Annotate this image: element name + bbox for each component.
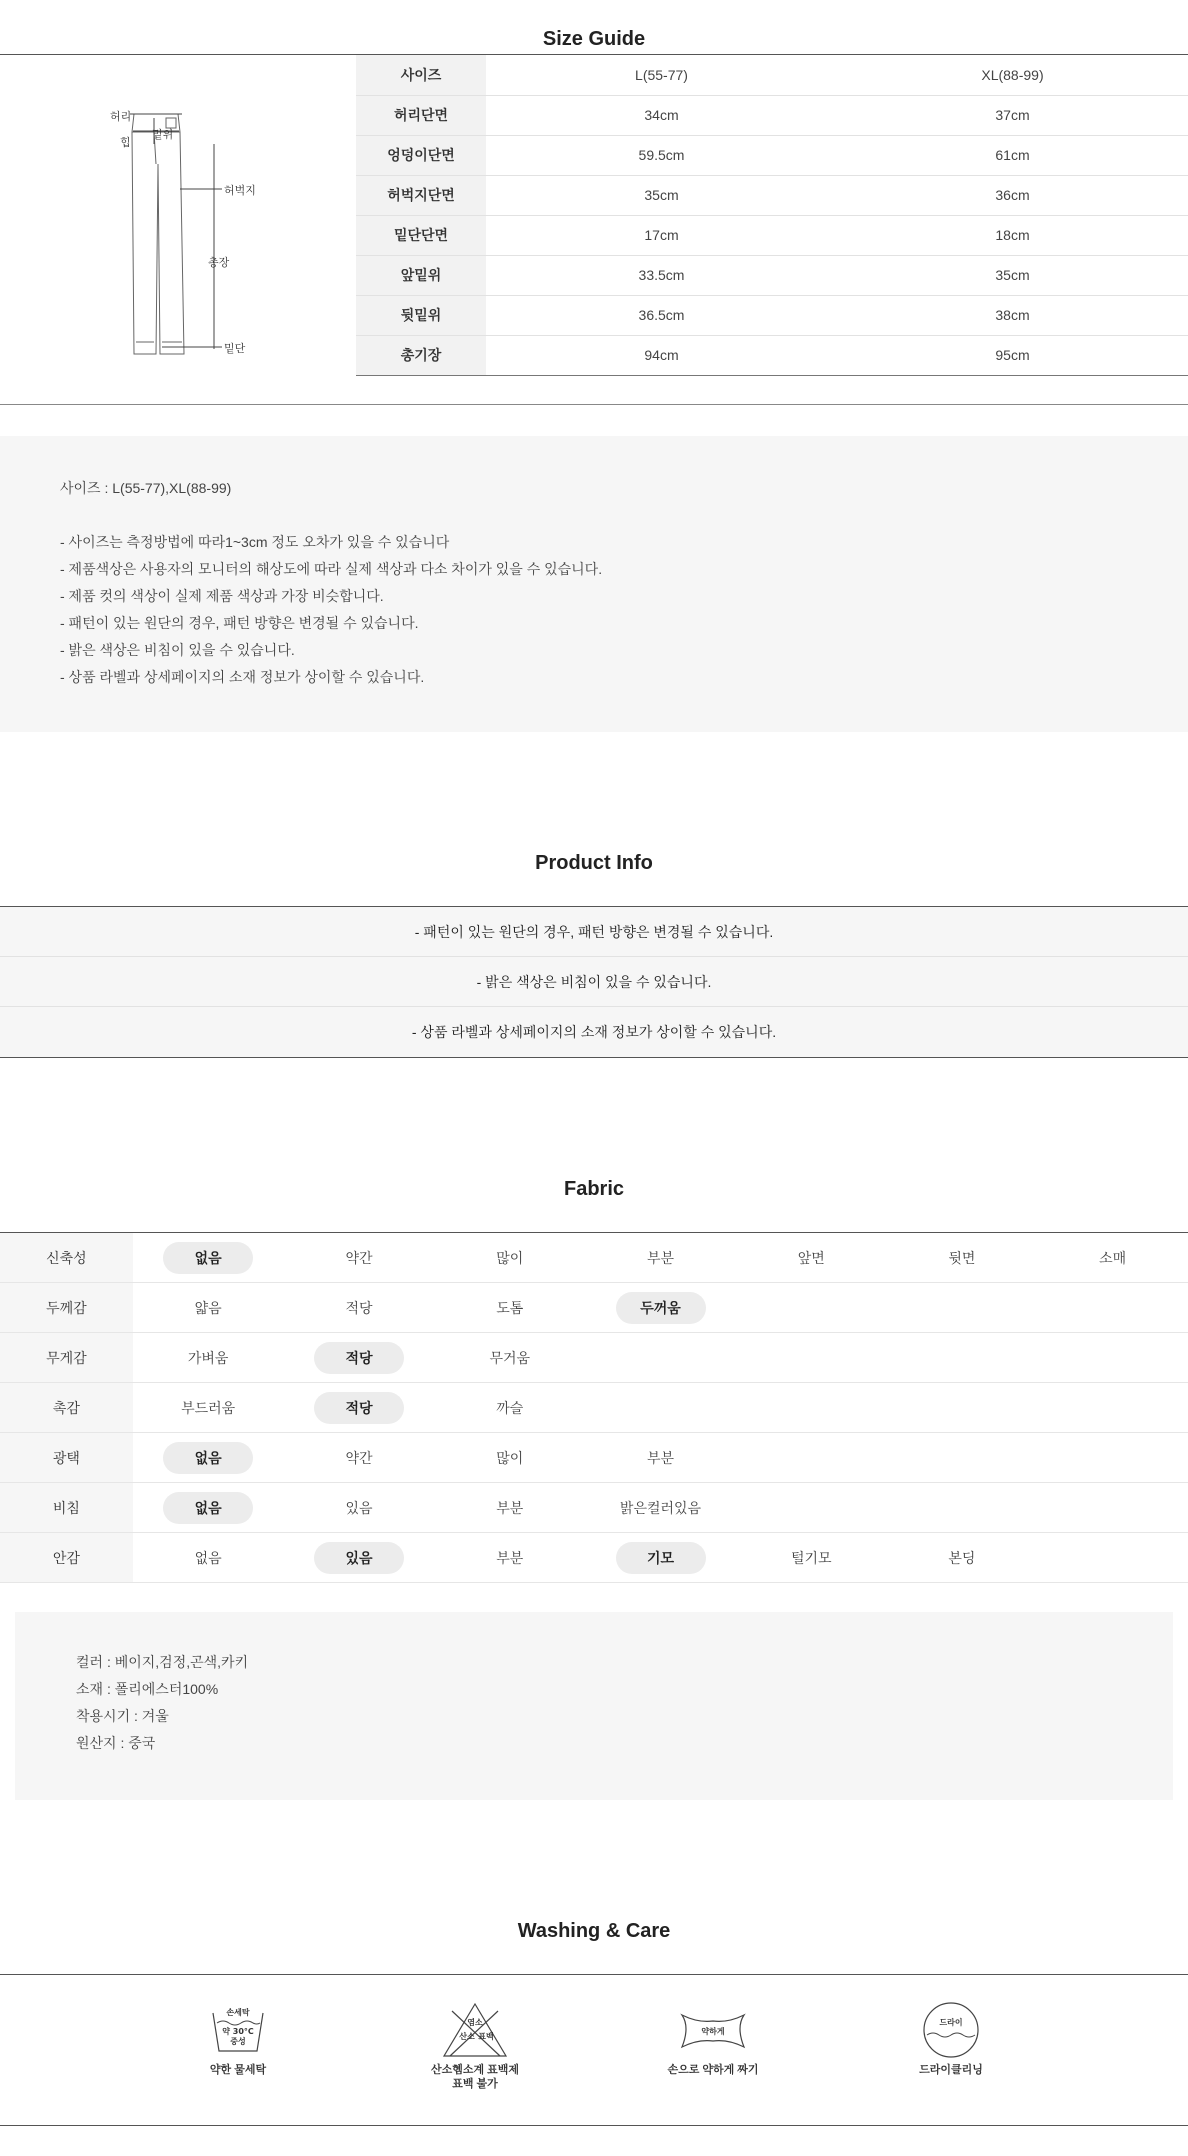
fabric-row	[0, 1483, 1188, 1533]
fabric-option: 많이	[496, 1249, 524, 1266]
size-guide-title: Size Guide	[542, 28, 646, 50]
fabric-option-cell	[887, 1533, 1038, 1583]
fabric-option-cell	[585, 1433, 736, 1483]
fabric-option-cell	[133, 1333, 284, 1383]
fabric-option-cell	[133, 1383, 284, 1433]
fabric-option-cell	[284, 1283, 435, 1333]
fabric-option-selected: 두꺼움	[616, 1292, 706, 1324]
fabric-option-cell	[585, 1233, 736, 1283]
care-item	[158, 2001, 318, 2077]
fabric-option-cell	[133, 1433, 284, 1483]
row-value-xl: 95cm	[837, 335, 1188, 375]
size-header-l: L(55-77)	[486, 55, 837, 95]
care-item	[633, 2001, 793, 2077]
fabric-option: 약간	[345, 1249, 373, 1266]
note-line: - 패턴이 있는 원단의 경우, 패턴 방향은 변경될 수 있습니다.	[60, 615, 419, 631]
fabric-option-selected: 없음	[163, 1242, 253, 1274]
fabric-option-selected: 없음	[163, 1442, 253, 1474]
care-label: 표백 불가	[452, 2078, 498, 2090]
fabric-row	[0, 1383, 1188, 1433]
care-label: 약한 물세탁	[209, 2064, 267, 2076]
fabric-option-cell	[1037, 1233, 1188, 1283]
fabric-option: 본딩	[948, 1549, 976, 1566]
fabric-row	[0, 1433, 1188, 1483]
care-item	[871, 2001, 1031, 2077]
row-label: 엉덩이단면	[356, 135, 486, 175]
table-row	[356, 295, 1188, 335]
fabric-option-cell	[585, 1333, 736, 1383]
size-notes-panel	[0, 436, 1188, 732]
row-label: 허벅지단면	[356, 175, 486, 215]
note-line: - 상품 라벨과 상세페이지의 소재 정보가 상이할 수 있습니다.	[60, 669, 425, 685]
fabric-option-cell	[736, 1483, 887, 1533]
fabric-row	[0, 1333, 1188, 1383]
fabric-option: 부분	[496, 1499, 524, 1516]
fabric-option: 없음	[194, 1549, 222, 1566]
fabric-option-cell	[585, 1283, 736, 1333]
washing-care-section	[0, 1974, 1188, 2126]
row-value-l: 94cm	[486, 335, 837, 375]
row-value-l: 33.5cm	[486, 255, 837, 295]
fabric-option-cell	[585, 1533, 736, 1583]
fabric-option: 앞면	[797, 1249, 825, 1266]
gentle-wring-icon	[678, 2001, 748, 2059]
fabric-option: 부분	[646, 1449, 675, 1466]
origin-info: 원산지 : 중국	[76, 1735, 156, 1751]
fabric-option-cell	[434, 1333, 585, 1383]
fabric-option-cell	[133, 1283, 284, 1333]
table-row	[356, 175, 1188, 215]
fabric-option: 소매	[1099, 1249, 1127, 1266]
size-header-label: 사이즈	[356, 55, 486, 95]
length-label: 총장	[208, 257, 230, 269]
fabric-option-cell	[585, 1383, 736, 1433]
fabric-option-cell	[284, 1533, 435, 1583]
fabric-option-cell	[284, 1483, 435, 1533]
fabric-option-cell	[284, 1383, 435, 1433]
fabric-row	[0, 1233, 1188, 1283]
fabric-option: 가벼움	[187, 1349, 229, 1366]
fabric-option-selected: 있음	[314, 1542, 404, 1574]
icon-text: 손세탁	[226, 2008, 250, 2017]
hem-label: 밑단	[224, 343, 246, 355]
fabric-row-label: 무게감	[0, 1333, 133, 1383]
fabric-option: 뒷면	[948, 1249, 976, 1266]
fabric-row-label: 안감	[0, 1533, 133, 1583]
pants-illustration	[106, 104, 276, 364]
care-label: 드라이클리닝	[919, 2064, 983, 2076]
fabric-option: 까슬	[496, 1399, 524, 1416]
fabric-option-cell	[736, 1433, 887, 1483]
fabric-option-cell	[1037, 1533, 1188, 1583]
fabric-option-cell	[887, 1433, 1038, 1483]
row-label: 밑단단면	[356, 215, 486, 255]
row-value-xl: 37cm	[837, 95, 1188, 135]
row-label: 앞밑위	[356, 255, 486, 295]
fabric-row-label: 신축성	[0, 1233, 133, 1283]
pants-diagram	[106, 104, 276, 364]
row-value-l: 34cm	[486, 95, 837, 135]
table-row	[356, 95, 1188, 135]
fabric-option: 부분	[496, 1549, 524, 1566]
fabric-option: 무거움	[489, 1349, 531, 1366]
fabric-option: 적당	[345, 1299, 373, 1316]
fabric-row	[0, 1283, 1188, 1333]
fabric-option-cell	[1037, 1433, 1188, 1483]
fabric-row-label: 비침	[0, 1483, 133, 1533]
icon-text: 염소	[467, 2018, 483, 2027]
fabric-option-cell	[887, 1333, 1038, 1383]
fabric-option: 많이	[496, 1449, 524, 1466]
row-value-xl: 36cm	[837, 175, 1188, 215]
dry-clean-icon	[916, 2001, 986, 2059]
material-info: 소재 : 폴리에스터100%	[76, 1681, 219, 1697]
color-info: 컬러 : 베이지,검정,곤색,카키	[76, 1654, 249, 1670]
waist-label: 허리	[110, 111, 132, 123]
thigh-label: 허벅지	[224, 185, 256, 197]
no-bleach-icon	[440, 2001, 510, 2059]
list-item: - 패턴이 있는 원단의 경우, 패턴 방향은 변경될 수 있습니다.	[0, 907, 1188, 957]
fabric-option-cell	[887, 1483, 1038, 1533]
fabric-option: 약간	[345, 1449, 373, 1466]
fabric-table	[0, 1232, 1188, 1583]
care-label: 산소혬소계 표백제	[430, 2064, 520, 2076]
fabric-option-cell	[1037, 1483, 1188, 1533]
fabric-option: 얇음	[194, 1299, 222, 1316]
fabric-title: Fabric	[563, 1178, 625, 1200]
fabric-option: 털기모	[790, 1549, 832, 1566]
row-label: 뒷밑위	[356, 295, 486, 335]
icon-text: 드라이	[939, 2018, 963, 2027]
fabric-row-label: 광택	[0, 1433, 133, 1483]
fabric-option-cell	[434, 1433, 585, 1483]
fabric-row-label: 두께감	[0, 1283, 133, 1333]
hand-wash-icon	[203, 2001, 273, 2059]
fabric-option-selected: 적당	[314, 1392, 404, 1424]
fabric-option: 부드러움	[181, 1399, 236, 1416]
fabric-option: 부분	[646, 1249, 675, 1266]
fabric-row	[0, 1533, 1188, 1583]
fabric-option: 밝은컬러있음	[619, 1499, 702, 1516]
note-line: - 제품 컷의 색상이 실제 제품 색상과 가장 비슷합니다.	[60, 588, 384, 604]
note-line: - 사이즈는 측정방법에 따라1~3cm 정도 오차가 있을 수 있습니다	[60, 534, 450, 550]
icon-text: 산소	[459, 2032, 475, 2041]
spacer	[60, 505, 1128, 532]
row-value-l: 36.5cm	[486, 295, 837, 335]
list-item: - 상품 라벨과 상세페이지의 소재 정보가 상이할 수 있습니다.	[0, 1007, 1188, 1057]
fabric-option-cell	[434, 1533, 585, 1583]
fabric-option-cell	[887, 1283, 1038, 1333]
fabric-option-selected: 없음	[163, 1492, 253, 1524]
note-line: - 제품색상은 사용자의 모니터의 해상도에 따라 실제 색상과 다소 차이가 있을 수 있습니다.	[60, 561, 603, 577]
fabric-option-cell	[434, 1383, 585, 1433]
row-label: 총기장	[356, 335, 486, 375]
row-value-xl: 38cm	[837, 295, 1188, 335]
fabric-option-cell	[887, 1383, 1038, 1433]
fabric-option-selected: 적당	[314, 1342, 404, 1374]
size-summary: 사이즈 : L(55-77),XL(88-99)	[60, 480, 232, 496]
hip-label: 힙	[120, 137, 131, 149]
divider	[0, 404, 1188, 405]
fabric-row-label: 촉감	[0, 1383, 133, 1433]
product-details-panel	[15, 1612, 1173, 1800]
fabric-option-cell	[1037, 1383, 1188, 1433]
row-label: 허리단면	[356, 95, 486, 135]
fabric-option-cell	[133, 1233, 284, 1283]
icon-text: 약 30°C	[222, 2027, 254, 2036]
row-value-l: 59.5cm	[486, 135, 837, 175]
fabric-option-cell	[434, 1283, 585, 1333]
fabric-option-cell	[585, 1483, 736, 1533]
fabric-option-cell	[1037, 1283, 1188, 1333]
fabric-option: 있음	[345, 1499, 373, 1516]
fabric-option-cell	[434, 1233, 585, 1283]
icon-text: 표백	[478, 2032, 494, 2041]
size-table-header	[356, 55, 1188, 95]
product-info-title: Product Info	[535, 852, 653, 874]
rise-label: 밑위	[152, 129, 174, 141]
fabric-option-cell	[133, 1483, 284, 1533]
fabric-option-cell	[887, 1233, 1038, 1283]
care-item	[395, 2001, 555, 2091]
fabric-option-cell	[736, 1533, 887, 1583]
season-info: 착용시기 : 겨울	[76, 1708, 169, 1724]
fabric-option-cell	[133, 1533, 284, 1583]
fabric-option-selected: 기모	[616, 1542, 706, 1574]
fabric-option-cell	[284, 1233, 435, 1283]
fabric-option-cell	[1037, 1333, 1188, 1383]
list-item: - 밝은 색상은 비침이 있을 수 있습니다.	[0, 957, 1188, 1007]
product-info-list	[0, 906, 1188, 1058]
fabric-option-cell	[736, 1233, 887, 1283]
row-value-xl: 18cm	[837, 215, 1188, 255]
note-line: - 밝은 색상은 비침이 있을 수 있습니다.	[60, 642, 295, 658]
care-label: 손으로 약하게 짜기	[667, 2064, 759, 2076]
fabric-option-cell	[434, 1483, 585, 1533]
row-value-xl: 61cm	[837, 135, 1188, 175]
table-row	[356, 215, 1188, 255]
washing-care-title: Washing & Care	[517, 1920, 671, 1942]
row-value-xl: 35cm	[837, 255, 1188, 295]
fabric-option-cell	[284, 1433, 435, 1483]
icon-text: 중성	[230, 2037, 246, 2046]
size-table	[356, 55, 1188, 376]
table-row	[356, 255, 1188, 295]
table-row	[356, 135, 1188, 175]
fabric-option-cell	[736, 1333, 887, 1383]
fabric-option: 도톰	[496, 1299, 524, 1316]
row-value-l: 35cm	[486, 175, 837, 215]
row-value-l: 17cm	[486, 215, 837, 255]
fabric-option-cell	[736, 1383, 887, 1433]
icon-text: 약하게	[701, 2027, 725, 2036]
table-row	[356, 335, 1188, 375]
size-header-xl: XL(88-99)	[837, 55, 1188, 95]
fabric-option-cell	[736, 1283, 887, 1333]
fabric-option-cell	[284, 1333, 435, 1383]
